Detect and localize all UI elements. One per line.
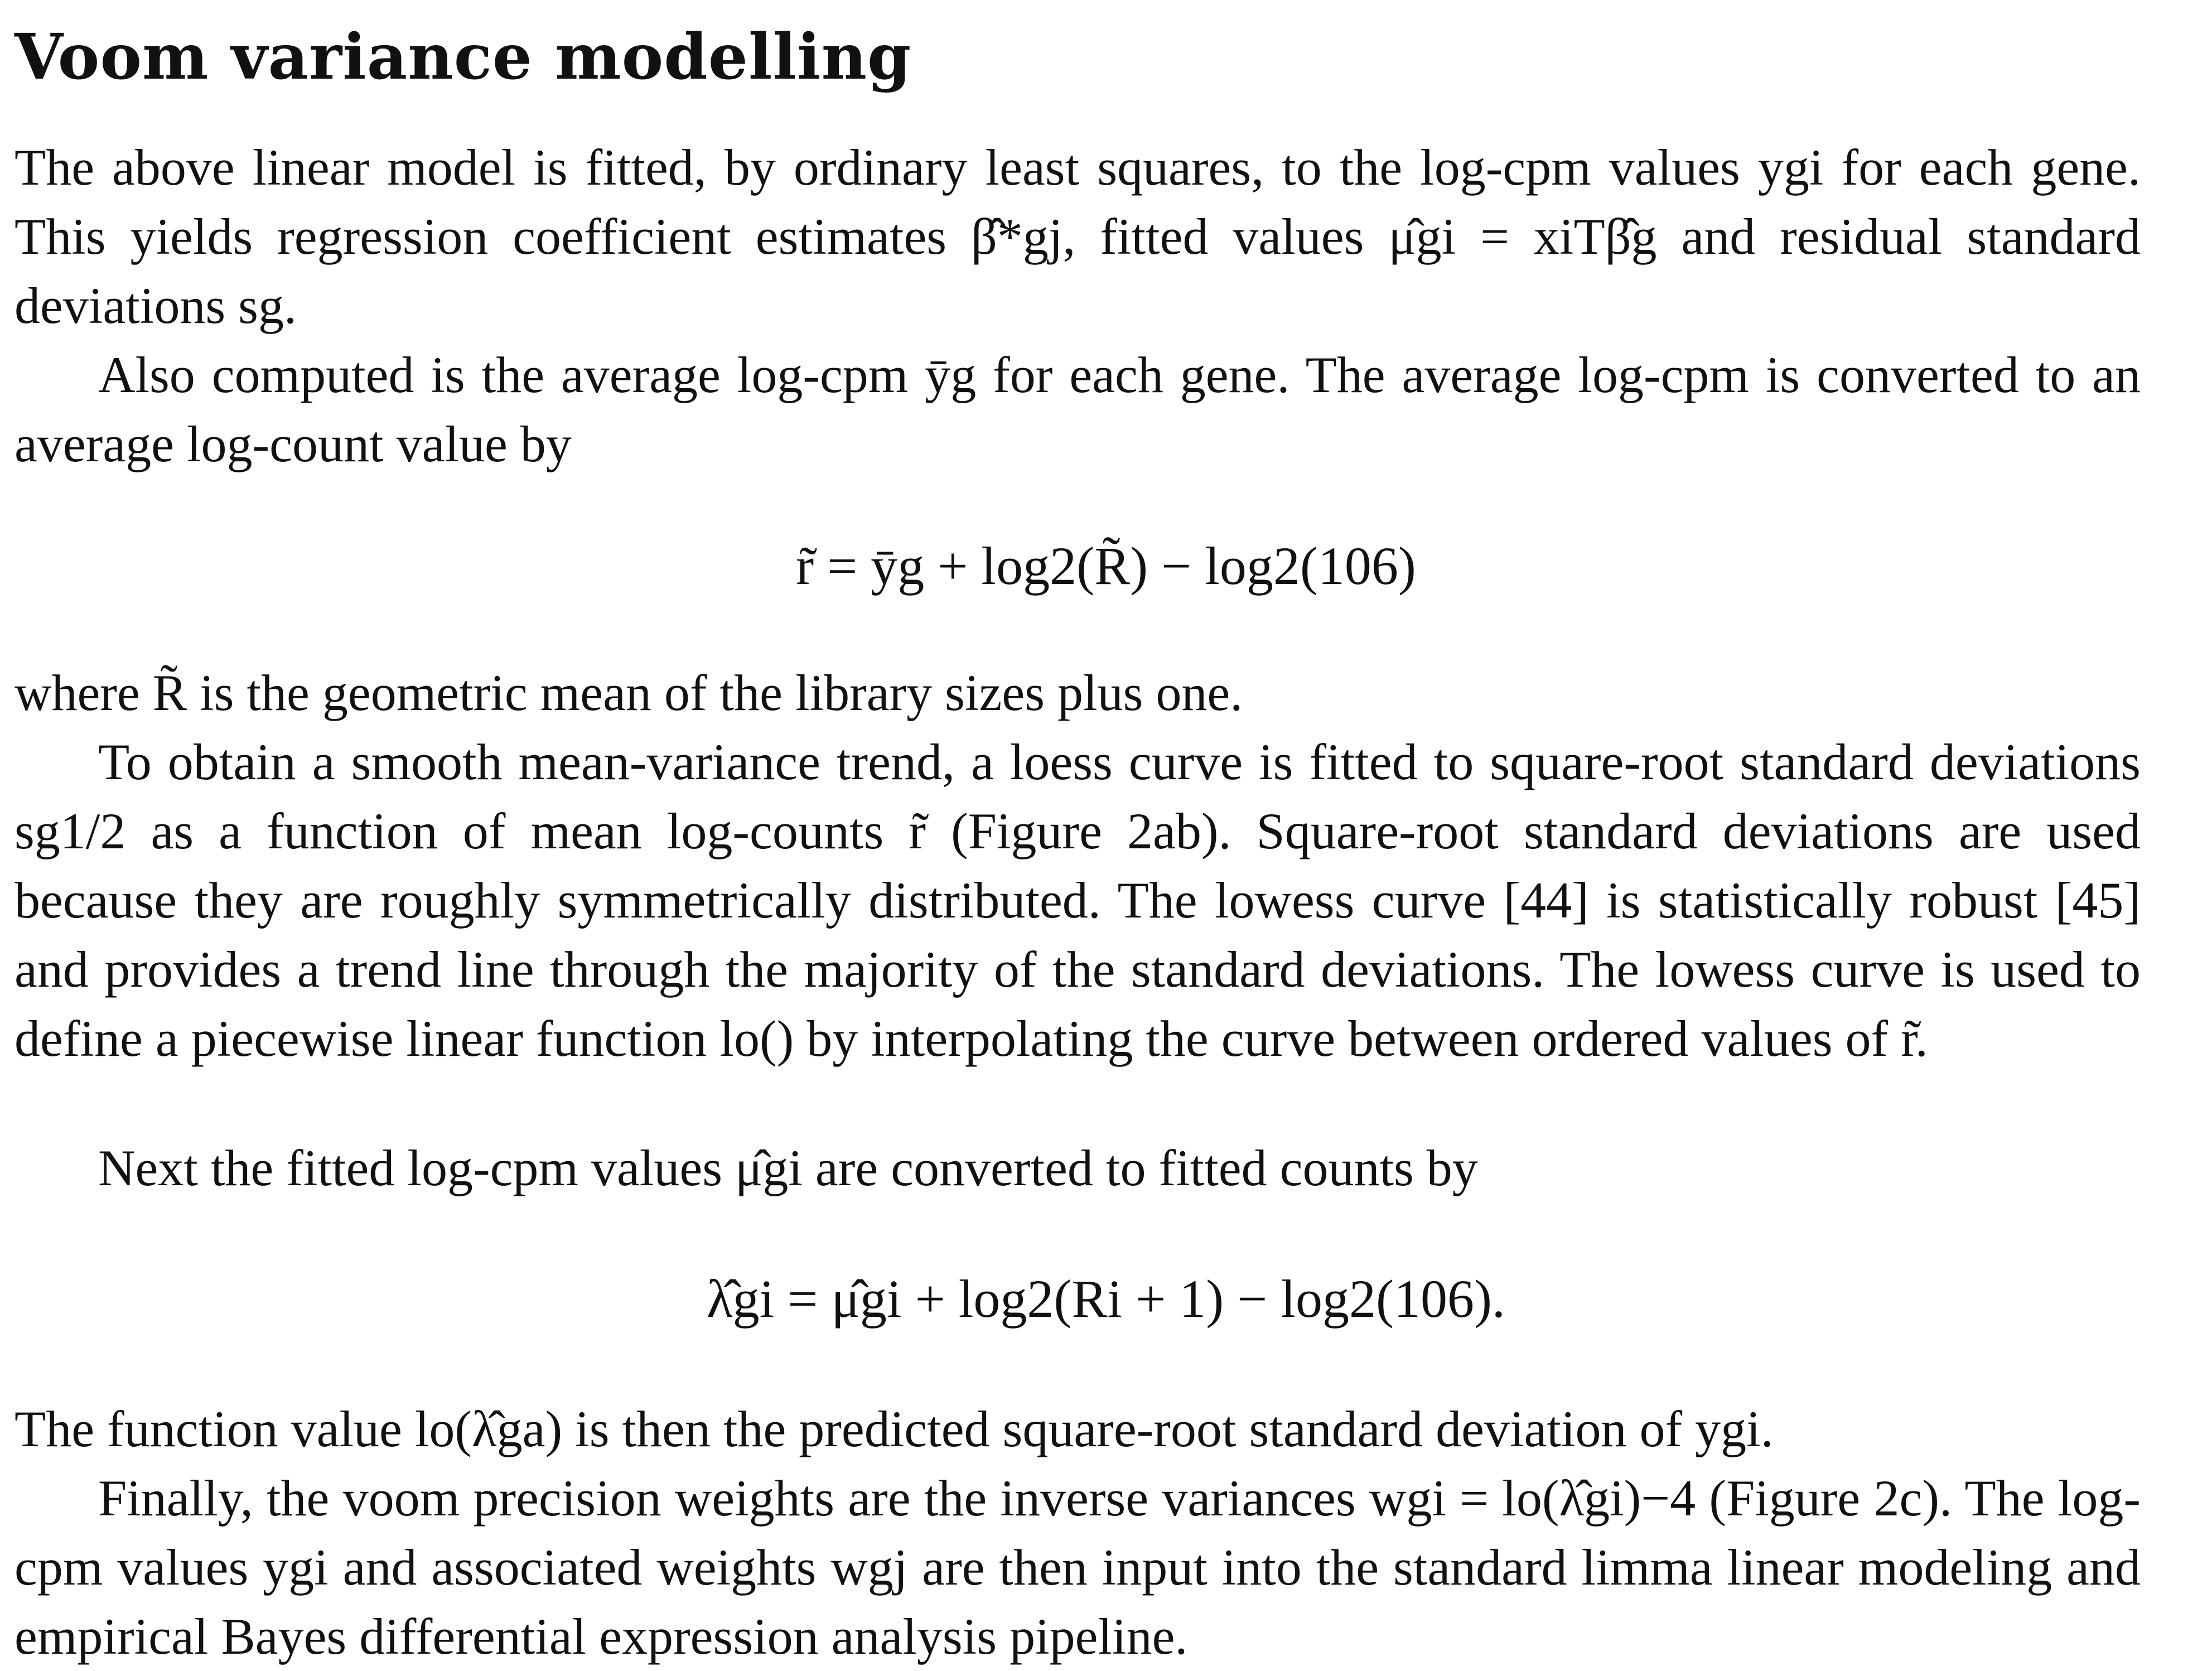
- equation-fitted-counts: λ̂gi = μ̂gi + log2(Ri + 1) − log2(106).: [707, 1269, 1505, 1329]
- paragraph-linear-model: The above linear model is fitted, by ordinary least squares, to the log-cpm values ygi for each gene. This yields regression coefficient estimates β̂*gj, fitted values μ̂gi = xiTβ̂g and residual standard deviations sg.: [15, 139, 2141, 334]
- section-title: Voom variance modelling: [15, 21, 912, 94]
- paragraph-precision-weights: Finally, the voom precision weights are the inverse variances wgi = lo(λ̂gi)−4 (Figure 2c). The log-cpm values ygi and associated weights wgj are then input into the standard limma linear modeling and empirical Bayes differential expression analysis pipeline.: [15, 1470, 2141, 1665]
- paragraph-average-log-cpm: Also computed is the average log-cpm ȳg for each gene. The average log-cpm is converted to an average log-count value by: [15, 346, 2141, 472]
- paragraph-function-value: The function value lo(λ̂ga) is then the predicted square-root standard deviation of ygi.: [15, 1400, 1774, 1457]
- paragraph-loess-trend: To obtain a smooth mean-variance trend, a loess curve is fitted to square-root standard deviations sg1/2 as a function of mean log-counts r̃ (Figure 2ab). Square-root standard deviations are used because they are roughly symmetrically distributed. The lowess curve [44] is statistically robust [45] and provides a trend line through the majority of the standard deviations. The lowess curve is used to define a piecewise linear function lo() by interpolating the curve between ordered values of r̃.: [15, 733, 2141, 1067]
- paragraph-fitted-counts: Next the fitted log-cpm values μ̂gi are converted to fitted counts by: [98, 1139, 1478, 1196]
- paragraph-geometric-mean: where R̃ is the geometric mean of the library sizes plus one.: [15, 664, 1243, 721]
- equation-average-log-count: r̃ = ȳg + log2(R̃) − log2(106): [796, 536, 1416, 596]
